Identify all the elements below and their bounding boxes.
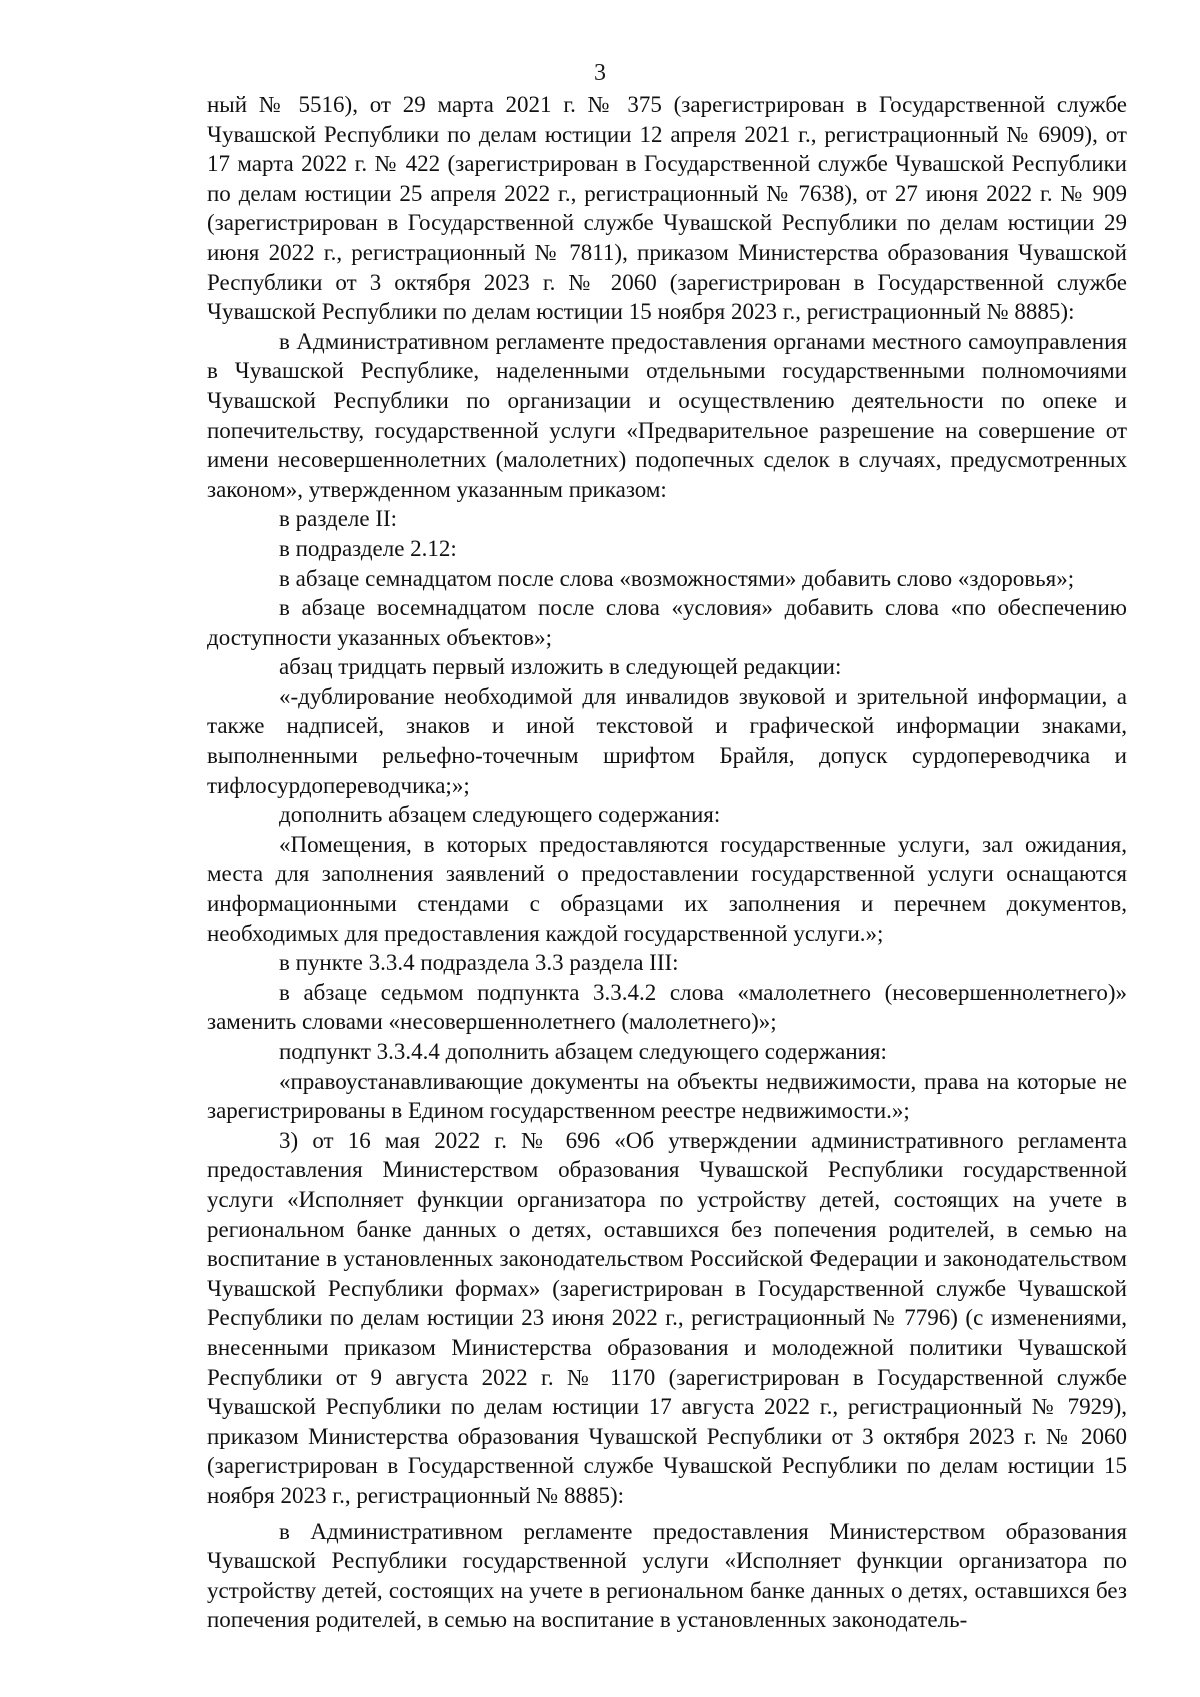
paragraph-10: «Помещения, в которых предоставляются государственные услуги, зал ожидания, места для заполнения заявлений о предоставлении государственной услуги оснащаются информационными стендами с образцами их заполнения и перечнем документов, необходимых для предоставления каждой государственной услуги.»; <box>207 831 1127 946</box>
paragraph-11: в пункте 3.3.4 подраздела 3.3 раздела III: <box>279 950 679 976</box>
document-body <box>207 90 1127 1635</box>
paragraph-13: подпункт 3.3.4.4 дополнить абзацем следующего содержания: <box>279 1039 887 1064</box>
paragraph-1: ный № 5516), от 29 марта 2021 г. № 375 (зарегистрирован в Государственной службе Чувашской Республики по делам юстиции 12 апреля 2021 г., регистрационный № 6909), от 17 марта 2022 г. № 422 (зарегистрирован в Государственной службе Чувашской Республики по делам юстиции 25 апреля 2022 г., регистрационный № 7638), от 27 июня 2022 г. № 909 (зарегистрирован в Государственной службе Чувашской Республики по делам юстиции 29 июня 2022 г., регистрационный № 7811), приказом Министерства образования Чувашской Республики от 3 октября 2023 г. № 2060 (зарегистрирован в Государственной службе Чувашской Республики по делам юстиции 15 ноября 2023 г., регистрационный № 8885): <box>207 92 1127 325</box>
paragraph-15: 3) от 16 мая 2022 г. № 696 «Об утверждении административного регламента предоставления Министерством образования Чувашской Республики государственной услуги «Исполняет функции организатора по устройству детей, состоящих на учете в региональном банке данных о детях, оставшихся без попечения родителей, в семью на воспитание в установленных законодательством Российской Федерации и законодательством Чувашской Республики формах» (зарегистрирован в Государственной службе Чувашской Республики по делам юстиции 23 июня 2022 г., регистрационный № 7796) (с изменениями, внесенными приказом Министерства образования и молодежной политики Чувашской Республики от 9 августа 2022 г. № 1170 (зарегистрирован в Государственной службе Чувашской Республики по делам юстиции 17 августа 2022 г., регистрационный № 7929), приказом Министерства образования Чувашской Республики от 3 октября 2023 г. № 2060 (зарегистрирован в Государственной службе Чувашской Республики по делам юстиции 15 ноября 2023 г., регистрационный № 8885): <box>207 1127 1127 1508</box>
paragraph-12: в абзаце седьмом подпункта 3.3.4.2 слова «малолетнего (несовершеннолетнего)» заменить словами «несовершеннолетнего (малолетнего)»; <box>207 979 1127 1035</box>
paragraph-9: дополнить абзацем следующего содержания: <box>279 802 721 828</box>
paragraph-3: в разделе II: <box>279 506 398 532</box>
paragraph-16: в Административном регламенте предоставления Министерством образования Чувашской Республики государственной услуги «Исполняет функции организатора по устройству детей, состоящих на учете в региональном банке данных о детях, оставшихся без попечения родителей, в семью на воспитание в установленных законодатель- <box>207 1518 1127 1633</box>
paragraph-8: «-дублирование необходимой для инвалидов звуковой и зрительной информации, а также надписей, знаков и иной текстовой и графической информации знаками, выполненными рельефно-точечным шрифтом Брайля, допуск сурдопереводчика и тифлосурдопереводчика;»; <box>207 683 1127 798</box>
paragraph-5: в абзаце семнадцатом после слова «возможностями» добавить слово «здоровья»; <box>279 565 1075 591</box>
paragraph-14: «правоустанавливающие документы на объекты недвижимости, права на которые не зарегистрированы в Едином государственном реестре недвижимости.»; <box>207 1068 1127 1124</box>
paragraph-7: абзац тридцать первый изложить в следующей редакции: <box>279 654 842 680</box>
paragraph-6: в абзаце восемнадцатом после слова «условия» добавить слова «по обеспечению доступности указанных объектов»; <box>207 595 1127 650</box>
paragraph-4: в подразделе 2.12: <box>279 535 457 561</box>
paragraph-2: в Административном регламенте предоставления органами местного самоуправления в Чувашской Республике, наделенными отдельными государственными полномочиями Чувашской Республики по организации и осуществлению деятельности по опеке и попечительству, государственной услуги «Предварительное разрешение на совершение от имени несовершеннолетних (малолетних) подопечных сделок в случаях, предусмотренных законом», утвержденном указанным приказом: <box>207 328 1127 502</box>
page-number: 3 <box>594 60 606 86</box>
